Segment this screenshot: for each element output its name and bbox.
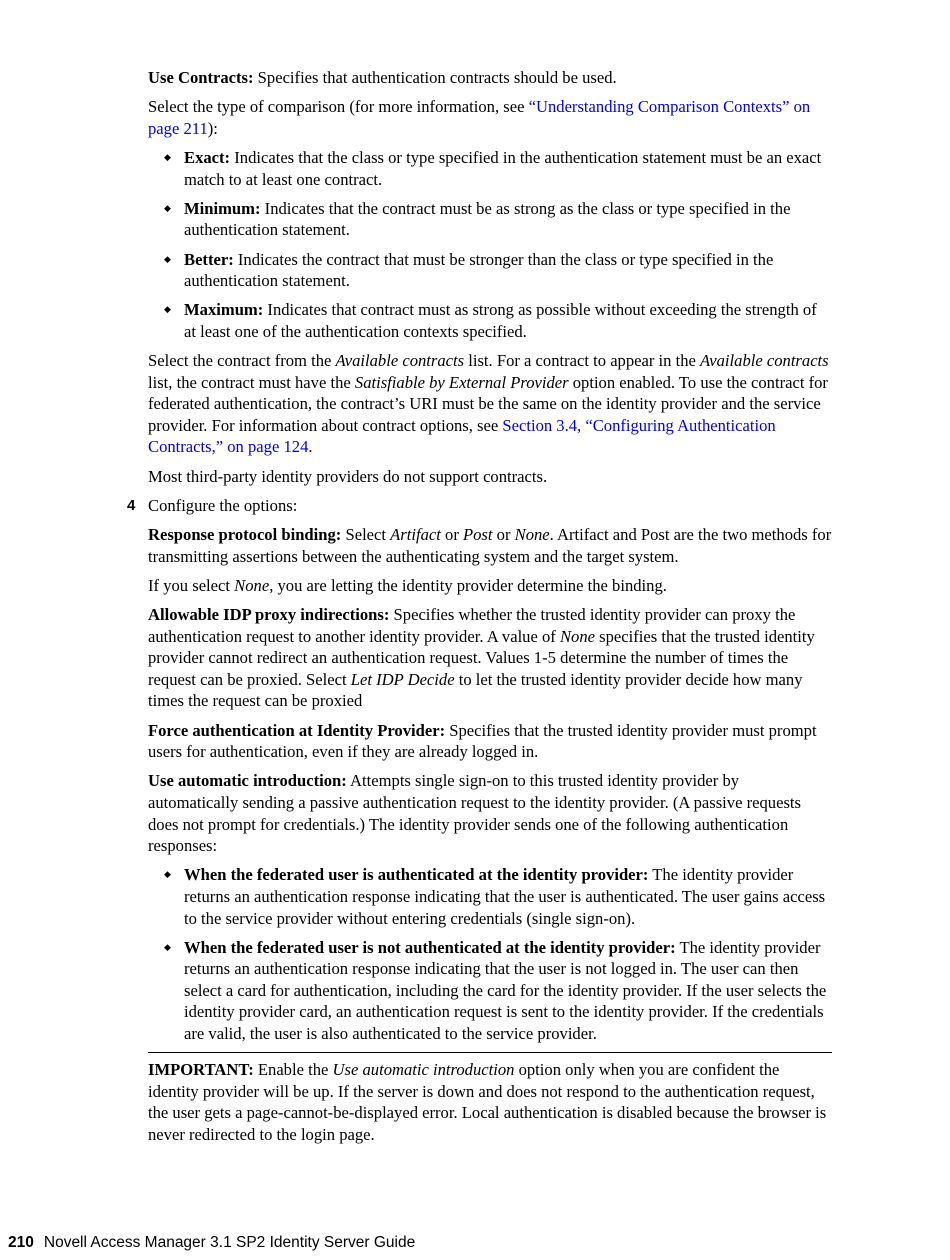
paragraph: [148, 770, 832, 856]
text-run: Select the contract from the: [148, 351, 336, 371]
document-body: [127, 67, 832, 1153]
text-run: specifies that the trusted identity provider cannot redirect an authentication request. Values 1-5 determine the number of times the request can be proxied. Select: [148, 626, 815, 689]
italic-term: Use automatic introduction: [332, 1060, 515, 1080]
bold-term: Minimum:: [184, 198, 261, 218]
paragraph: [148, 1059, 832, 1145]
cross-reference-link[interactable]: Section 3.4, “Configuring Authentication Contracts,” on page 124: [148, 415, 776, 457]
text-run: Select the type of comparison (for more information, see: [148, 97, 529, 117]
italic-term: None: [559, 626, 595, 646]
paragraph: [148, 96, 832, 139]
bold-term: Exact:: [184, 147, 231, 167]
text-run: to let the trusted identity provider decide how many times the request can be proxied: [148, 669, 803, 711]
text-run: Configure the options:: [148, 495, 298, 515]
bold-term: Allowable IDP proxy indirections:: [148, 605, 390, 624]
italic-term: None: [514, 525, 550, 545]
bullet-item: [184, 937, 832, 1045]
text-run: The identity provider returns an authentication response indicating that the user is not logged in. The user can then select a card for authentication, including the card for the identity provider. If the user selects the identity provider card, an authentication request is sent to the identity provider. If the credentials are valid, the user is also authenticated to the service provider.: [184, 937, 827, 1044]
bullet-item: [184, 299, 832, 342]
text-run: Specifies that the trusted identity provider must prompt users for authentication, even if they are already logged in.: [148, 720, 817, 762]
bullet-item: [184, 249, 832, 292]
italic-term: Let IDP Decide: [350, 669, 455, 689]
bold-term: Response protocol binding:: [148, 525, 342, 545]
text-run: Specifies that authentication contracts should be used.: [253, 68, 617, 87]
text-run: Indicates the contract that must be stronger than the class or type specified in the authentication statement.: [184, 249, 774, 291]
italic-term: Artifact: [390, 525, 441, 545]
paragraph: [148, 575, 832, 597]
text-run: If you select: [148, 575, 235, 595]
italic-term: Satisfiable by External Provider: [354, 372, 569, 392]
text-run: Indicates that the contract must be as strong as the class or type specified in the authentication statement.: [184, 198, 791, 240]
book-title: Novell Access Manager 3.1 SP2 Identity Server Guide: [43, 1234, 416, 1251]
text-run: .: [308, 437, 313, 457]
italic-term: Post: [463, 525, 493, 545]
page-number: 210: [8, 1234, 34, 1251]
paragraph: [148, 466, 832, 488]
text-run: . Artifact and Post are the two methods for transmitting assertions between the authenticating system and the target system.: [148, 525, 832, 566]
text-run: , you are letting the identity provider determine the binding.: [269, 575, 667, 595]
paragraph: [148, 604, 832, 712]
text-run: Most third-party identity providers do not support contracts.: [148, 466, 548, 486]
bold-term: Force authentication at Identity Provider:: [148, 720, 446, 740]
bold-term: Better:: [184, 249, 234, 269]
text-run: Select: [341, 525, 391, 545]
page-footer: [8, 1234, 415, 1252]
bold-term: When the federated user is not authenticated at the identity provider:: [184, 937, 676, 957]
text-run: The identity provider returns an authentication response indicating that the user is authenticated. The user gains access to the service provider without entering credentials (single sign-on).: [184, 865, 826, 928]
bold-term: Use automatic introduction:: [148, 771, 347, 791]
text-run: or: [492, 525, 515, 545]
cross-reference-link[interactable]: “Understanding Comparison Contexts” on page 211: [148, 97, 811, 138]
text-run: list. For a contract to appear in the: [464, 351, 701, 371]
paragraph: [148, 524, 832, 567]
bold-term: Maximum:: [184, 300, 264, 320]
numbered-step: [127, 495, 832, 517]
italic-term: Available contracts: [335, 351, 465, 371]
bold-term: Use Contracts:: [148, 68, 254, 87]
divider-rule: [148, 1052, 832, 1053]
text-run: Enable the: [253, 1060, 333, 1080]
text-run: Indicates that contract must as strong as possible without exceeding the strength of at least one of the authentication contexts specified.: [184, 300, 817, 341]
bold-term: IMPORTANT:: [148, 1060, 254, 1080]
text-run: ):: [207, 118, 218, 138]
text-run: list, the contract must have the: [148, 372, 355, 392]
paragraph: [148, 67, 832, 89]
paragraph: [148, 720, 832, 763]
bullet-item: [184, 198, 832, 241]
text-run: option only when you are confident the identity provider will be up. If the server is down and does not respond to the authentication request, the user gets a page-cannot-be-displayed error. Local authentication is disabled because the browser is never redirected to the login page.: [148, 1060, 827, 1145]
italic-term: None: [234, 575, 270, 595]
bullet-item: [184, 147, 832, 190]
bold-term: When the federated user is authenticated at the identity provider:: [184, 865, 649, 885]
text-run: Indicates that the class or type specified in the authentication statement must be an exact match to at least one contract.: [184, 147, 822, 189]
text-run: option enabled. To use the contract for federated authentication, the contract’s URI must be the same on the identity provider and the service provider. For information about contract options, see: [148, 372, 828, 435]
step-number: 4: [127, 496, 136, 514]
text-run: or: [440, 525, 463, 545]
italic-term: Available contracts: [700, 351, 829, 371]
paragraph: [148, 350, 832, 458]
bullet-item: [184, 864, 832, 929]
text-run: Specifies whether the trusted identity provider can proxy the authentication request to another identity provider. A value of: [148, 605, 796, 646]
text-run: Attempts single sign-on to this trusted identity provider by automatically sending a passive authentication request to the identity provider. (A passive requests does not prompt for credentials.) The identity provider sends one of the following authentication responses:: [148, 771, 801, 856]
